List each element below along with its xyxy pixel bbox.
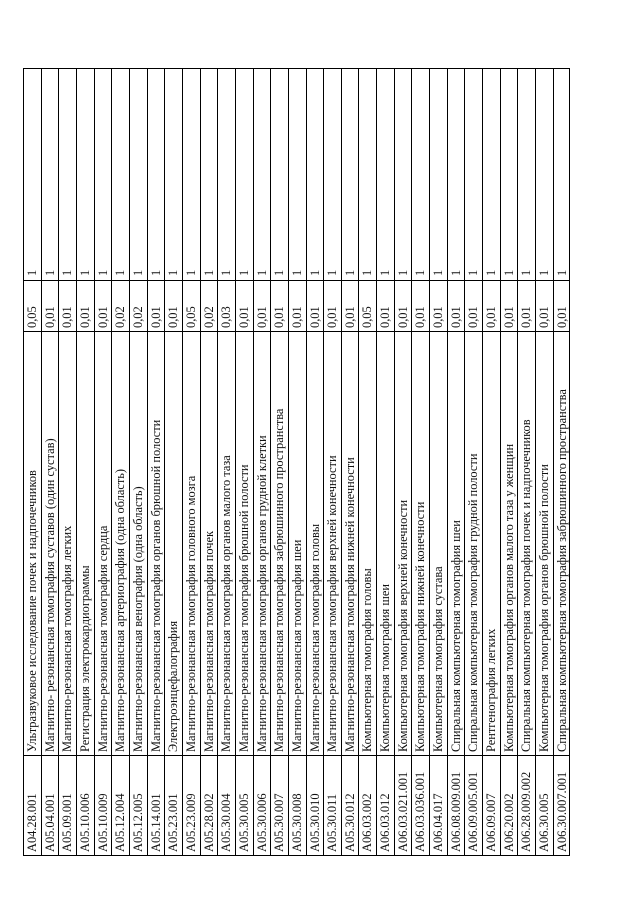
service-code-cell: A06.03.002 [359, 756, 376, 856]
service-code-cell: A05.12.005 [130, 756, 147, 856]
count-cell: 1 [183, 68, 200, 281]
service-name-cell: Компьютерная томография органов брюшной полости [536, 332, 553, 756]
service-code-cell: A06.03.021.001 [395, 756, 412, 856]
frequency-cell: 0,01 [448, 281, 465, 332]
count-cell: 1 [307, 68, 324, 281]
service-code-cell: A05.28.002 [201, 756, 218, 856]
frequency-cell: 0,01 [95, 281, 112, 332]
service-name-cell: Магнитно-резонансная томография почек [201, 332, 218, 756]
count-cell: 1 [430, 68, 447, 281]
service-name-cell: Регистрация электрокардиограммы [77, 332, 94, 756]
frequency-cell: 0,01 [465, 281, 482, 332]
frequency-cell: 0,05 [183, 281, 200, 332]
frequency-cell: 0,05 [359, 281, 376, 332]
count-cell: 1 [483, 68, 500, 281]
count-cell: 1 [289, 68, 306, 281]
table-row [270, 68, 288, 856]
frequency-cell: 0,01 [536, 281, 553, 332]
service-code-cell: A06.03.036.001 [412, 756, 429, 856]
frequency-cell: 0,01 [42, 281, 59, 332]
service-name-cell: Компьютерная томография верхней конечности [395, 332, 412, 756]
service-name-cell: Магнитно-резонансная артериография (одна область) [112, 332, 129, 756]
service-code-cell: A05.30.006 [254, 756, 271, 856]
frequency-cell: 0,01 [430, 281, 447, 332]
count-cell: 1 [130, 68, 147, 281]
frequency-cell: 0,05 [24, 281, 41, 332]
service-code-cell: A05.30.011 [324, 756, 341, 856]
service-name-cell: Магнитно-резонансная томография органов малого таза [218, 332, 235, 756]
table-row [182, 68, 200, 856]
count-cell: 1 [148, 68, 165, 281]
frequency-cell: 0,01 [395, 281, 412, 332]
frequency-cell: 0,01 [501, 281, 518, 332]
service-name-cell: Магнитно-резонансная томография сердца [95, 332, 112, 756]
table-row [464, 68, 482, 856]
count-cell: 1 [501, 68, 518, 281]
service-code-cell: A05.12.004 [112, 756, 129, 856]
table-row [553, 68, 571, 856]
rotated-table [23, 68, 570, 856]
service-code-cell: A05.30.004 [218, 756, 235, 856]
service-code-cell: A06.28.009.002 [518, 756, 535, 856]
count-cell: 1 [412, 68, 429, 281]
service-code-cell: A06.04.017 [430, 756, 447, 856]
service-name-cell: Магнитно-резонансная томография органов брюшной полости [148, 332, 165, 756]
table-row [517, 68, 535, 856]
count-cell: 1 [42, 68, 59, 281]
count-cell: 1 [377, 68, 394, 281]
service-name-cell: Магнитно-резонансная томография головы [307, 332, 324, 756]
table-row [429, 68, 447, 856]
count-cell: 1 [271, 68, 288, 281]
frequency-cell: 0,01 [518, 281, 535, 332]
count-cell: 1 [112, 68, 129, 281]
service-code-cell: A06.09.007 [483, 756, 500, 856]
frequency-cell: 0,01 [307, 281, 324, 332]
service-code-cell: A05.30.005 [236, 756, 253, 856]
table-row [341, 68, 359, 856]
service-code-cell: A05.10.009 [95, 756, 112, 856]
table-row [235, 68, 253, 856]
count-cell: 1 [324, 68, 341, 281]
table-row [253, 68, 271, 856]
frequency-cell: 0,01 [148, 281, 165, 332]
count-cell: 1 [24, 68, 41, 281]
table-row [147, 68, 165, 856]
service-name-cell: Спиральная компьютерная томография почек и надпочечников [518, 332, 535, 756]
service-name-cell: Компьютерная томография нижней конечности [412, 332, 429, 756]
service-name-cell: Магнитно-резонансная томография забрюшинного пространства [271, 332, 288, 756]
service-name-cell: Электроэнцефалография [165, 332, 182, 756]
service-name-cell: Магнитно-резонансная томография нижней конечности [342, 332, 359, 756]
service-code-cell: A05.30.007 [271, 756, 288, 856]
frequency-cell: 0,01 [165, 281, 182, 332]
service-code-cell: A06.08.009.001 [448, 756, 465, 856]
service-name-cell: Магнитно-резонансная томография брюшной полости [236, 332, 253, 756]
frequency-cell: 0,01 [483, 281, 500, 332]
table-row [323, 68, 341, 856]
frequency-cell: 0,01 [254, 281, 271, 332]
table-row [482, 68, 500, 856]
table-row [23, 68, 41, 856]
service-name-cell: Магнитно-резонансная венография (одна область) [130, 332, 147, 756]
frequency-cell: 0,01 [77, 281, 94, 332]
table-row [111, 68, 129, 856]
service-name-cell: Рентгенография легких [483, 332, 500, 756]
count-cell: 1 [236, 68, 253, 281]
table-row [376, 68, 394, 856]
table-row [94, 68, 112, 856]
service-name-cell: Спиральная компьютерная томография шеи [448, 332, 465, 756]
service-code-cell: A06.30.007.001 [554, 756, 570, 856]
frequency-cell: 0,01 [324, 281, 341, 332]
count-cell: 1 [218, 68, 235, 281]
frequency-cell: 0,02 [130, 281, 147, 332]
table-row [535, 68, 553, 856]
count-cell: 1 [518, 68, 535, 281]
service-code-cell: A05.30.010 [307, 756, 324, 856]
frequency-cell: 0,01 [271, 281, 288, 332]
service-name-cell: Магнитно-резонансная томография верхней конечности [324, 332, 341, 756]
service-name-cell: Спиральная компьютерная томография грудной полости [465, 332, 482, 756]
frequency-cell: 0,01 [236, 281, 253, 332]
frequency-cell: 0,02 [201, 281, 218, 332]
count-cell: 1 [254, 68, 271, 281]
table-row [447, 68, 465, 856]
count-cell: 1 [342, 68, 359, 281]
service-code-cell: A05.04.001 [42, 756, 59, 856]
service-name-cell: Ультразвуковое исследование почек и надпочечников [24, 332, 41, 756]
frequency-cell: 0,01 [412, 281, 429, 332]
frequency-cell: 0,01 [554, 281, 570, 332]
service-code-cell: A05.23.001 [165, 756, 182, 856]
service-code-cell: A06.30.005 [536, 756, 553, 856]
service-code-cell: A05.14.001 [148, 756, 165, 856]
service-name-cell: Компьютерная томография сустава [430, 332, 447, 756]
table-row [58, 68, 76, 856]
table-row [200, 68, 218, 856]
table-row [358, 68, 376, 856]
table-row [394, 68, 412, 856]
count-cell: 1 [77, 68, 94, 281]
frequency-cell: 0,02 [112, 281, 129, 332]
service-code-cell: A05.10.006 [77, 756, 94, 856]
service-name-cell: Магнитно-резонансная томография головного мозга [183, 332, 200, 756]
count-cell: 1 [465, 68, 482, 281]
count-cell: 1 [59, 68, 76, 281]
service-code-cell: A04.28.001 [24, 756, 41, 856]
table-row [129, 68, 147, 856]
service-name-cell: Магнитно- резонансная томография суставов (один сустав) [42, 332, 59, 756]
service-code-cell: A06.20.002 [501, 756, 518, 856]
count-cell: 1 [201, 68, 218, 281]
table-row [411, 68, 429, 856]
service-code-cell: A05.23.009 [183, 756, 200, 856]
table-row [306, 68, 324, 856]
service-code-cell: A05.30.008 [289, 756, 306, 856]
service-name-cell: Компьютерная томография шеи [377, 332, 394, 756]
count-cell: 1 [448, 68, 465, 281]
table-row [41, 68, 59, 856]
service-code-cell: A05.30.012 [342, 756, 359, 856]
count-cell: 1 [536, 68, 553, 281]
count-cell: 1 [554, 68, 570, 281]
table-row [164, 68, 182, 856]
service-code-cell: A06.09.005.001 [465, 756, 482, 856]
service-name-cell: Магнитно-резонансная томография шеи [289, 332, 306, 756]
count-cell: 1 [165, 68, 182, 281]
count-cell: 1 [359, 68, 376, 281]
frequency-cell: 0,01 [289, 281, 306, 332]
frequency-cell: 0,01 [377, 281, 394, 332]
table-row [500, 68, 518, 856]
count-cell: 1 [395, 68, 412, 281]
table-row [217, 68, 235, 856]
service-code-cell: A05.09.001 [59, 756, 76, 856]
service-name-cell: Магнитно-резонансная томография легких [59, 332, 76, 756]
frequency-cell: 0,01 [59, 281, 76, 332]
service-name-cell: Магнитно-резонансная томография органов грудной клетки [254, 332, 271, 756]
frequency-cell: 0,03 [218, 281, 235, 332]
frequency-cell: 0,01 [342, 281, 359, 332]
service-name-cell: Спиральная компьютерная томография забрюшинного пространства [554, 332, 570, 756]
table-row [76, 68, 94, 856]
service-name-cell: Компьютерная томография головы [359, 332, 376, 756]
table-row [288, 68, 306, 856]
count-cell: 1 [95, 68, 112, 281]
service-code-cell: A06.03.012 [377, 756, 394, 856]
service-name-cell: Компьютерная томография органов малого таза у женщин [501, 332, 518, 756]
